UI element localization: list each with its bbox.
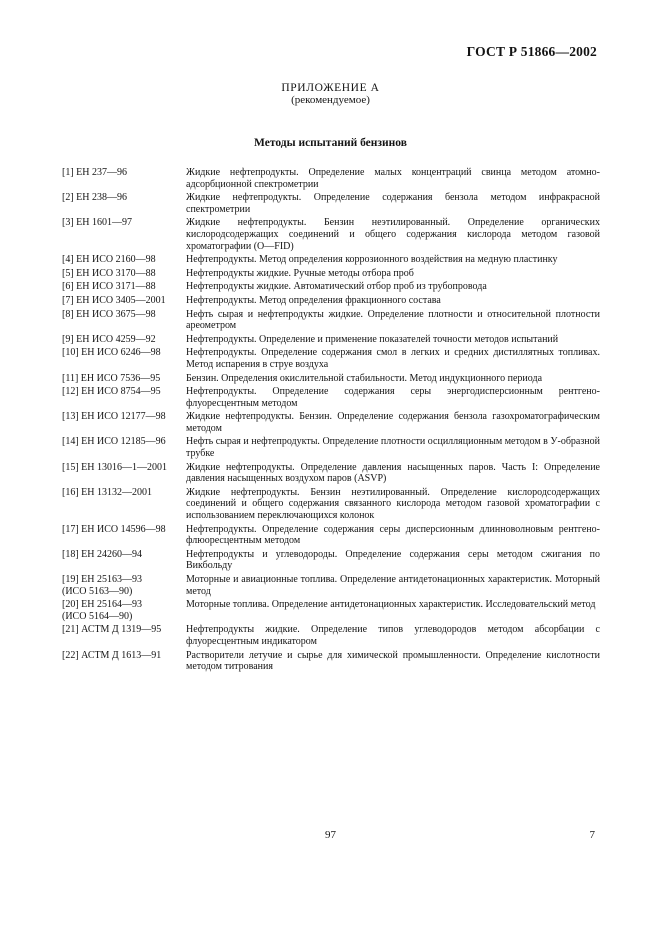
reference-item xyxy=(62,309,600,332)
reference-id: [21] АСТМ Д 1319—95 xyxy=(62,624,162,636)
reference-title: Нефть сырая и нефтепродукты жидкие. Определение плотности и относительной плотности ареометром xyxy=(186,308,600,332)
reference-item xyxy=(62,487,600,522)
reference-id: [17] ЕН ИСО 14596—98 xyxy=(62,523,166,535)
reference-title: Жидкие нефтепродукты. Бензин. Определение содержания бензола газохроматографическим методом xyxy=(186,411,600,434)
appendix-title: ПРИЛОЖЕНИЕ А xyxy=(281,82,380,94)
reference-title: Нефть сырая и нефтепродукты. Определение плотности осцилляционным методом в У-образной трубке xyxy=(186,436,600,460)
reference-id: [14] ЕН ИСО 12185—96 xyxy=(62,436,166,448)
reference-id: [16] ЕН 13132—2001 xyxy=(62,486,152,498)
reference-title: Жидкие нефтепродукты. Определение малых концентраций свинца методом атомно-адсорбционной спектрометрии xyxy=(186,167,600,190)
reference-title: Жидкие нефтепродукты. Бензин неэтилированный. Определение органических кислородсодержащих соединений и общего содержания кислорода методом газовой хроматографии (O—FID) xyxy=(186,217,600,252)
reference-title: Растворители летучие и сырье для химической промышленности. Определение кислотности методом титрования xyxy=(186,649,600,673)
reference-id: [10] ЕН ИСО 6246—98 xyxy=(62,347,161,359)
reference-id: [4] ЕН ИСО 2160—98 xyxy=(62,254,156,266)
section-title: Методы испытаний бензинов xyxy=(254,137,407,149)
reference-id: [3] ЕН 1601—97 xyxy=(62,217,132,229)
appendix-subtitle: (рекомендуемое) xyxy=(291,94,370,106)
reference-item xyxy=(62,624,600,647)
reference-item xyxy=(62,217,600,252)
reference-id: [9] ЕН ИСО 4259—92 xyxy=(62,333,156,345)
reference-item xyxy=(62,462,600,485)
reference-item xyxy=(62,268,600,280)
reference-id: [2] ЕН 238—96 xyxy=(62,192,127,204)
reference-title: Нефтепродукты. Определение содержания серы дисперсионным длинноволновым рентгено-флюоресцентным методом xyxy=(186,523,600,547)
reference-item xyxy=(62,599,600,622)
reference-id: [15] ЕН 13016—1—2001 xyxy=(62,461,167,473)
reference-id: [20] ЕН 25164—93 (ИСО 5164—90) xyxy=(62,599,142,622)
reference-title: Бензин. Определения окислительной стабильности. Метод индукционного периода xyxy=(186,372,543,384)
reference-item xyxy=(62,574,600,597)
reference-title: Нефтепродукты. Метод определения фракционного состава xyxy=(186,294,441,306)
reference-item xyxy=(62,295,600,307)
reference-item xyxy=(62,373,600,385)
reference-item xyxy=(62,650,600,673)
reference-id: [6] ЕН ИСО 3171—88 xyxy=(62,281,156,293)
reference-item xyxy=(62,281,600,293)
reference-item xyxy=(62,347,600,370)
reference-id: [12] ЕН ИСО 8754—95 xyxy=(62,386,161,398)
reference-title: Жидкие нефтепродукты. Определение давления насыщенных паров. Часть I: Определение давления насыщенных воздухом паров (ASVP) xyxy=(186,461,600,485)
reference-title: Нефтепродукты. Определение содержания серы энергодисперсионным рентгено-флуоресцентным методом xyxy=(186,386,600,409)
reference-list xyxy=(62,167,600,675)
reference-title: Нефтепродукты. Метод определения коррозионного воздействия на медную пластинку xyxy=(186,254,558,266)
reference-title: Нефтепродукты и углеводороды. Определение содержания серы методом сжигания по Викбольду xyxy=(186,548,600,572)
document-code: ГОСТ Р 51866—2002 xyxy=(466,44,597,59)
reference-item xyxy=(62,167,600,190)
reference-id: [7] ЕН ИСО 3405—2001 xyxy=(62,294,166,306)
reference-item xyxy=(62,192,600,215)
reference-id: [1] ЕН 237—96 xyxy=(62,167,127,178)
reference-item xyxy=(62,386,600,409)
reference-id: [18] ЕН 24260—94 xyxy=(62,548,142,560)
reference-item xyxy=(62,411,600,434)
reference-title: Нефтепродукты жидкие. Определение типов углеводородов методом абсорбации с флуоресцентным индикатором xyxy=(186,624,600,647)
reference-id: [19] ЕН 25163—93 (ИСО 5163—90) xyxy=(62,574,142,597)
reference-id: [22] АСТМ Д 1613—91 xyxy=(62,649,162,661)
reference-title: Жидкие нефтепродукты. Бензин неэтилированный. Определение кислородсодержащих соединений и общего содержания связанного кислорода методом газовой хроматографии с использованием переключающихся колонок xyxy=(186,486,600,522)
reference-title: Нефтепродукты. Определение и применение показателей точности методов испытаний xyxy=(186,333,559,345)
reference-id: [5] ЕН ИСО 3170—88 xyxy=(62,267,156,279)
reference-title: Нефтепродукты жидкие. Автоматический отбор проб из трубопровода xyxy=(186,281,487,293)
page-number: 97 xyxy=(325,829,336,841)
reference-title: Жидкие нефтепродукты. Определение содержания бензола методом инфракрасной спектрометрии xyxy=(186,192,600,215)
reference-title: Моторные топлива. Определение антидетонационных характеристик. Исследовательский метод xyxy=(186,599,596,611)
reference-title: Моторные и авиационные топлива. Определение антидетонационных характеристик. Моторный метод xyxy=(186,574,600,597)
reference-title: Нефтепродукты жидкие. Ручные методы отбора проб xyxy=(186,267,414,279)
reference-id: [11] ЕН ИСО 7536—95 xyxy=(62,372,161,384)
reference-id: [8] ЕН ИСО 3675—98 xyxy=(62,308,156,320)
reference-item xyxy=(62,436,600,459)
reference-item xyxy=(62,524,600,547)
reference-item xyxy=(62,334,600,346)
reference-item xyxy=(62,549,600,572)
reference-item xyxy=(62,254,600,266)
reference-title: Нефтепродукты. Определение содержания смол в легких и средних дистиллятных топливах. Метод испарения в струе воздуха xyxy=(186,347,600,370)
sheet-number: 7 xyxy=(589,829,595,841)
reference-id: [13] ЕН ИСО 12177—98 xyxy=(62,411,166,423)
